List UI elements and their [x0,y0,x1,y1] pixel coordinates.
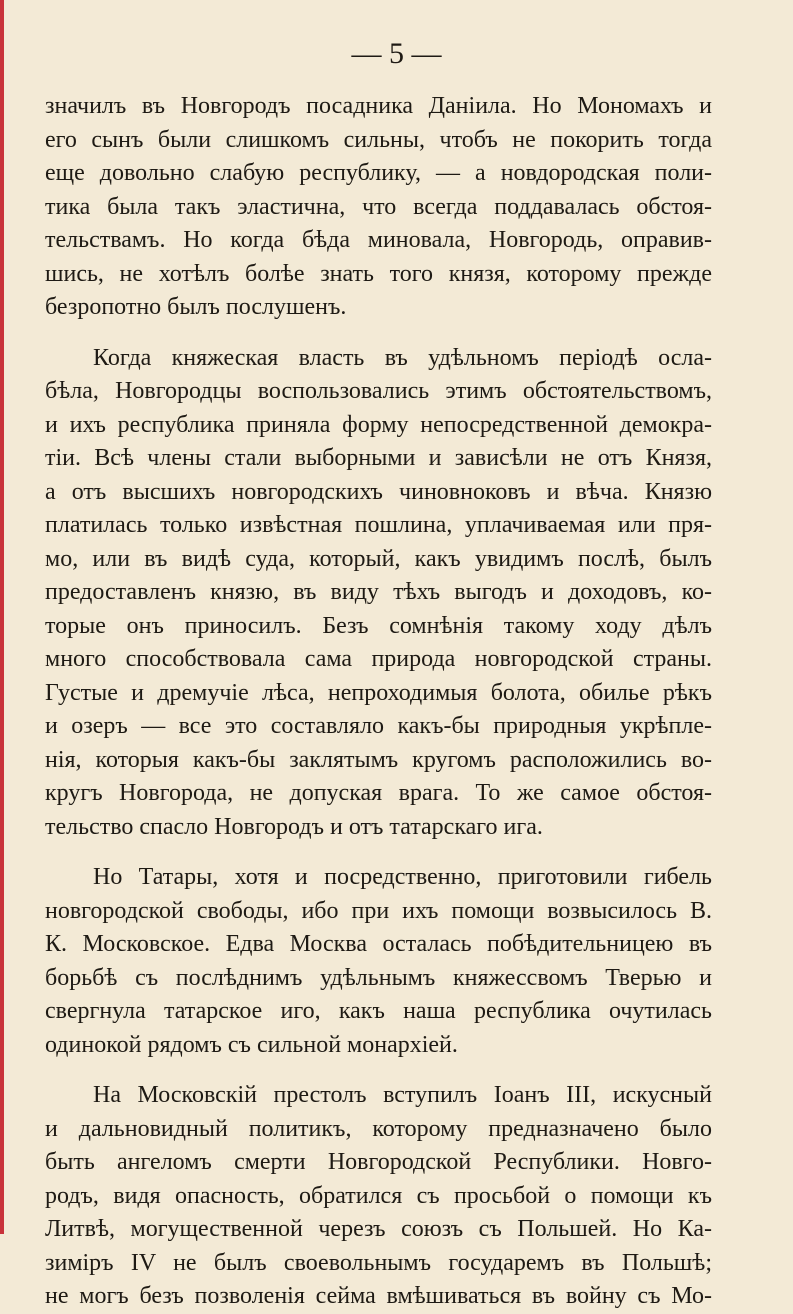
body-text [45,90,712,1314]
text-line: зиміръ IV не былъ своевольнымъ государемъ въ Польшѣ; [45,1249,712,1276]
text-line: предоставленъ князю, въ виду тѣхъ выгодъ и доходовъ, ко- [45,579,712,605]
text-line: одинокой рядомъ съ сильной монархіей. [45,1031,458,1058]
text-line: тельство спасло Новгородъ и отъ татарскаго ига. [45,813,543,840]
text-line: и ихъ республика приняла форму непосредственной демокра- [45,411,712,438]
text-line: тика была такъ эластична, что всегда поддавалась обстоя- [45,193,712,220]
binding-edge [0,0,4,1234]
page-number: — 5 — [351,37,442,70]
text-line: тіи. Всѣ члены стали выборными и зависѣли не отъ Князя, [45,445,712,471]
text-line: новгородской свободы, ибо при ихъ помощи возвысилось В. [45,897,712,924]
text-line: Но Татары, хотя и посредственно, приготовили гибель [93,864,712,890]
text-line: и озеръ — все это составляло какъ-бы природныя укрѣпле- [45,713,712,739]
text-line: безропотно былъ послушенъ. [45,294,347,320]
text-line: его сынъ были слишкомъ сильны, чтобъ не покорить тогда [45,126,712,153]
text-line: Литвѣ, могущественной черезъ союзъ съ Польшей. Но Ка- [45,1216,712,1242]
text-line: Густые и дремучіе лѣса, непроходимыя болота, обилье рѣкъ [45,679,712,706]
text-line: Когда княжеская власть въ удѣльномъ періодѣ осла- [93,344,712,371]
text-line: К. Московское. Едва Москва осталась побѣдительницею въ [45,931,712,957]
text-line: шись, не хотѣлъ болѣе знать того князя, которому прежде [45,260,712,287]
text-line: а отъ высшихъ новгородскихъ чиновноковъ и вѣча. Князю [45,478,712,505]
text-line: свергнула татарское иго, какъ наша республика очутилась [45,998,712,1024]
paragraph-4 [45,1079,712,1314]
text-line: тельствамъ. Но когда бѣда миновала, Новгородь, оправив- [45,227,712,253]
text-line: торые онъ приносилъ. Безъ сомнѣнія такому ходу дѣлъ [45,612,712,639]
text-line: платилась только извѣстная пошлина, уплачиваемая или пря- [45,512,712,538]
paragraph-2 [45,342,712,845]
text-line: много способствовала сама природа новгородской страны. [45,646,712,672]
text-line: кругъ Новгорода, не допуская врага. То же самое обстоя- [45,780,712,806]
text-line: бѣла, Новгородцы воспользовались этимъ обстоятельствомъ, [45,378,712,404]
text-line: родъ, видя опасность, обратился съ просьбой о помощи къ [45,1182,712,1209]
paragraph-1 [45,90,712,325]
text-line: и дальновидный политикъ, которому предназначено было [45,1115,712,1142]
text-line: еще довольно слабую республику, — а новдородская поли- [45,160,712,186]
text-line: значилъ въ Новгородъ посадника Даніила. Но Мономахъ и [45,93,712,119]
text-line: На Московскій престолъ вступилъ Іоанъ III, искусный [93,1082,712,1108]
text-line: борьбѣ съ послѣднимъ удѣльнымъ княжессвомъ Тверью и [45,964,712,991]
paragraph-3 [45,861,712,1062]
text-line: не могъ безъ позволенія сейма вмѣшиваться въ войну съ Мо- [45,1283,712,1309]
text-line: нія, которыя какъ-бы заклятымъ кругомъ расположились во- [45,746,712,773]
text-line: быть ангеломъ смерти Новгородской Республики. Новго- [45,1149,712,1175]
text-line: мо, или въ видѣ суда, который, какъ увидимъ послѣ, былъ [45,545,712,572]
